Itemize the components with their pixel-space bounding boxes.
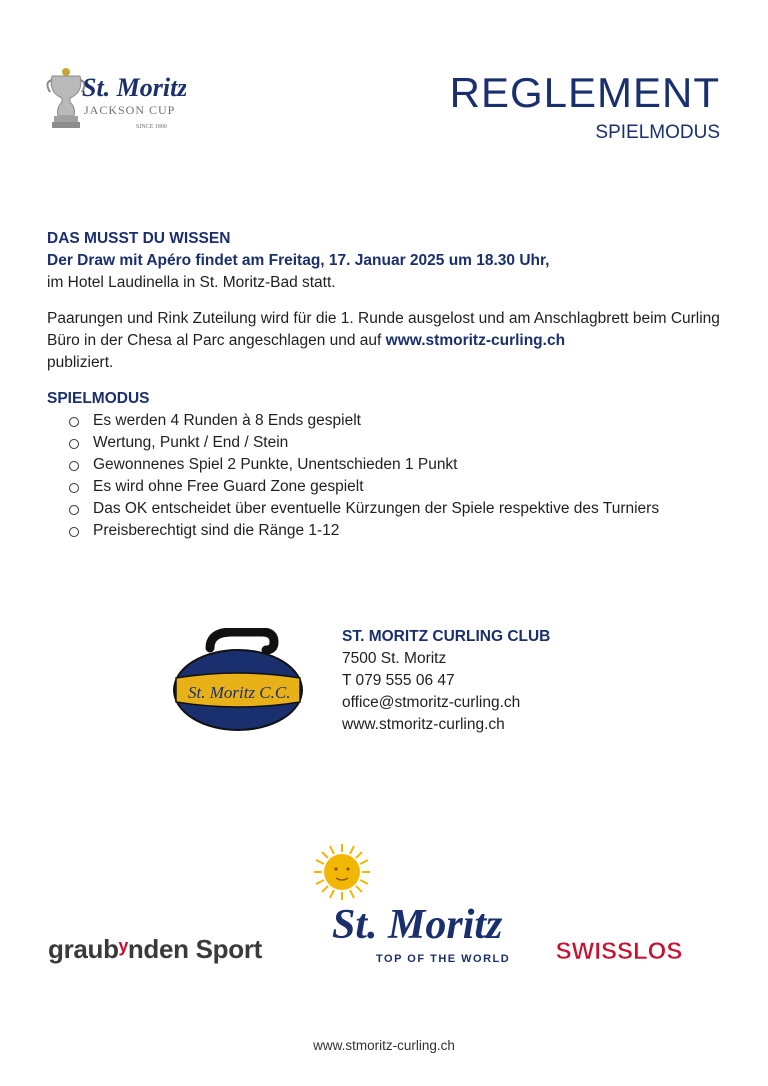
list-item xyxy=(69,410,727,432)
intro-heading: DAS MUSST DU WISSEN xyxy=(47,230,231,247)
circle-bullet-icon xyxy=(69,527,79,537)
club-name: ST. MORITZ CURLING CLUB xyxy=(342,628,551,645)
circle-bullet-icon xyxy=(69,439,79,449)
curling-club-logo xyxy=(170,628,306,734)
pairings-paragraph xyxy=(47,308,727,374)
page-title-block xyxy=(450,70,720,144)
swisslos-wordmark-icon xyxy=(548,935,690,965)
pairings-tail: publiziert. xyxy=(47,354,114,371)
list-item xyxy=(69,520,727,542)
list-item xyxy=(69,454,727,476)
st-moritz-wordmark: St. Moritz xyxy=(332,902,503,948)
venue-info: im Hotel Laudinella in St. Moritz-Bad statt. xyxy=(47,274,336,291)
trophy-icon xyxy=(44,62,186,138)
list-item xyxy=(69,432,727,454)
graubunden-mark-icon: ʸ xyxy=(118,934,128,964)
stone-text: St. Moritz C.C. xyxy=(188,683,291,702)
st-moritz-sun-logo xyxy=(310,840,530,970)
since-text: SINCE 1890 xyxy=(136,124,167,130)
page-title: REGLEMENT xyxy=(449,69,720,116)
circle-bullet-icon xyxy=(69,505,79,515)
swisslos-text: SWISSLOS xyxy=(555,938,683,965)
brand-text: St. Moritz xyxy=(82,73,186,102)
pairings-text: Paarungen und Rink Zuteilung wird für die 1. Runde ausgelost und am Anschlagbrett beim Curling Büro in der Chesa al Parc angeschlagen und auf xyxy=(47,310,720,349)
list-item xyxy=(69,476,727,498)
rule-text: Gewonnenes Spiel 2 Punkte, Unentschieden 1 Punkt xyxy=(93,456,458,473)
sun-icon xyxy=(314,844,370,900)
rule-text: Es wird ohne Free Guard Zone gespielt xyxy=(93,478,364,495)
club-website[interactable]: www.stmoritz-curling.ch xyxy=(342,716,505,733)
club-email[interactable]: office@stmoritz-curling.ch xyxy=(342,694,521,711)
rule-text: Das OK entscheidet über eventuelle Kürzungen der Spiele respektive des Turniers xyxy=(93,500,660,517)
club-city: 7500 St. Moritz xyxy=(342,650,447,667)
rule-text: Es werden 4 Runden à 8 Ends gespielt xyxy=(93,412,361,429)
swisslos-logo xyxy=(548,935,690,965)
graubunden-sport-logo xyxy=(48,934,262,965)
st-moritz-logo xyxy=(310,840,530,970)
rules-list xyxy=(47,410,727,542)
footer-url[interactable]: www.stmoritz-curling.ch xyxy=(313,1038,455,1053)
main-content xyxy=(47,228,727,542)
spielmodus-heading: SPIELMODUS xyxy=(47,390,150,407)
st-moritz-tagline: TOP OF THE WORLD xyxy=(376,953,511,965)
draw-info: Der Draw mit Apéro findet am Freitag, 17. Januar 2025 um 18.30 Uhr, xyxy=(47,252,550,269)
circle-bullet-icon xyxy=(69,417,79,427)
jackson-cup-logo xyxy=(44,62,186,138)
rule-text: Preisberechtigt sind die Ränge 1-12 xyxy=(93,522,340,539)
circle-bullet-icon xyxy=(69,461,79,471)
curling-stone-icon xyxy=(170,628,306,734)
graubunden-text-1: graub xyxy=(48,934,119,964)
page-subtitle: SPIELMODUS xyxy=(595,122,720,143)
rule-text: Wertung, Punkt / End / Stein xyxy=(93,434,289,451)
club-phone: T 079 555 06 47 xyxy=(342,672,455,689)
club-contact xyxy=(342,626,550,736)
cup-name-text: JACKSON CUP xyxy=(84,103,176,117)
list-item xyxy=(69,498,727,520)
graubunden-text-2: nden Sport xyxy=(127,934,263,964)
website-link[interactable]: www.stmoritz-curling.ch xyxy=(385,332,566,349)
circle-bullet-icon xyxy=(69,483,79,493)
